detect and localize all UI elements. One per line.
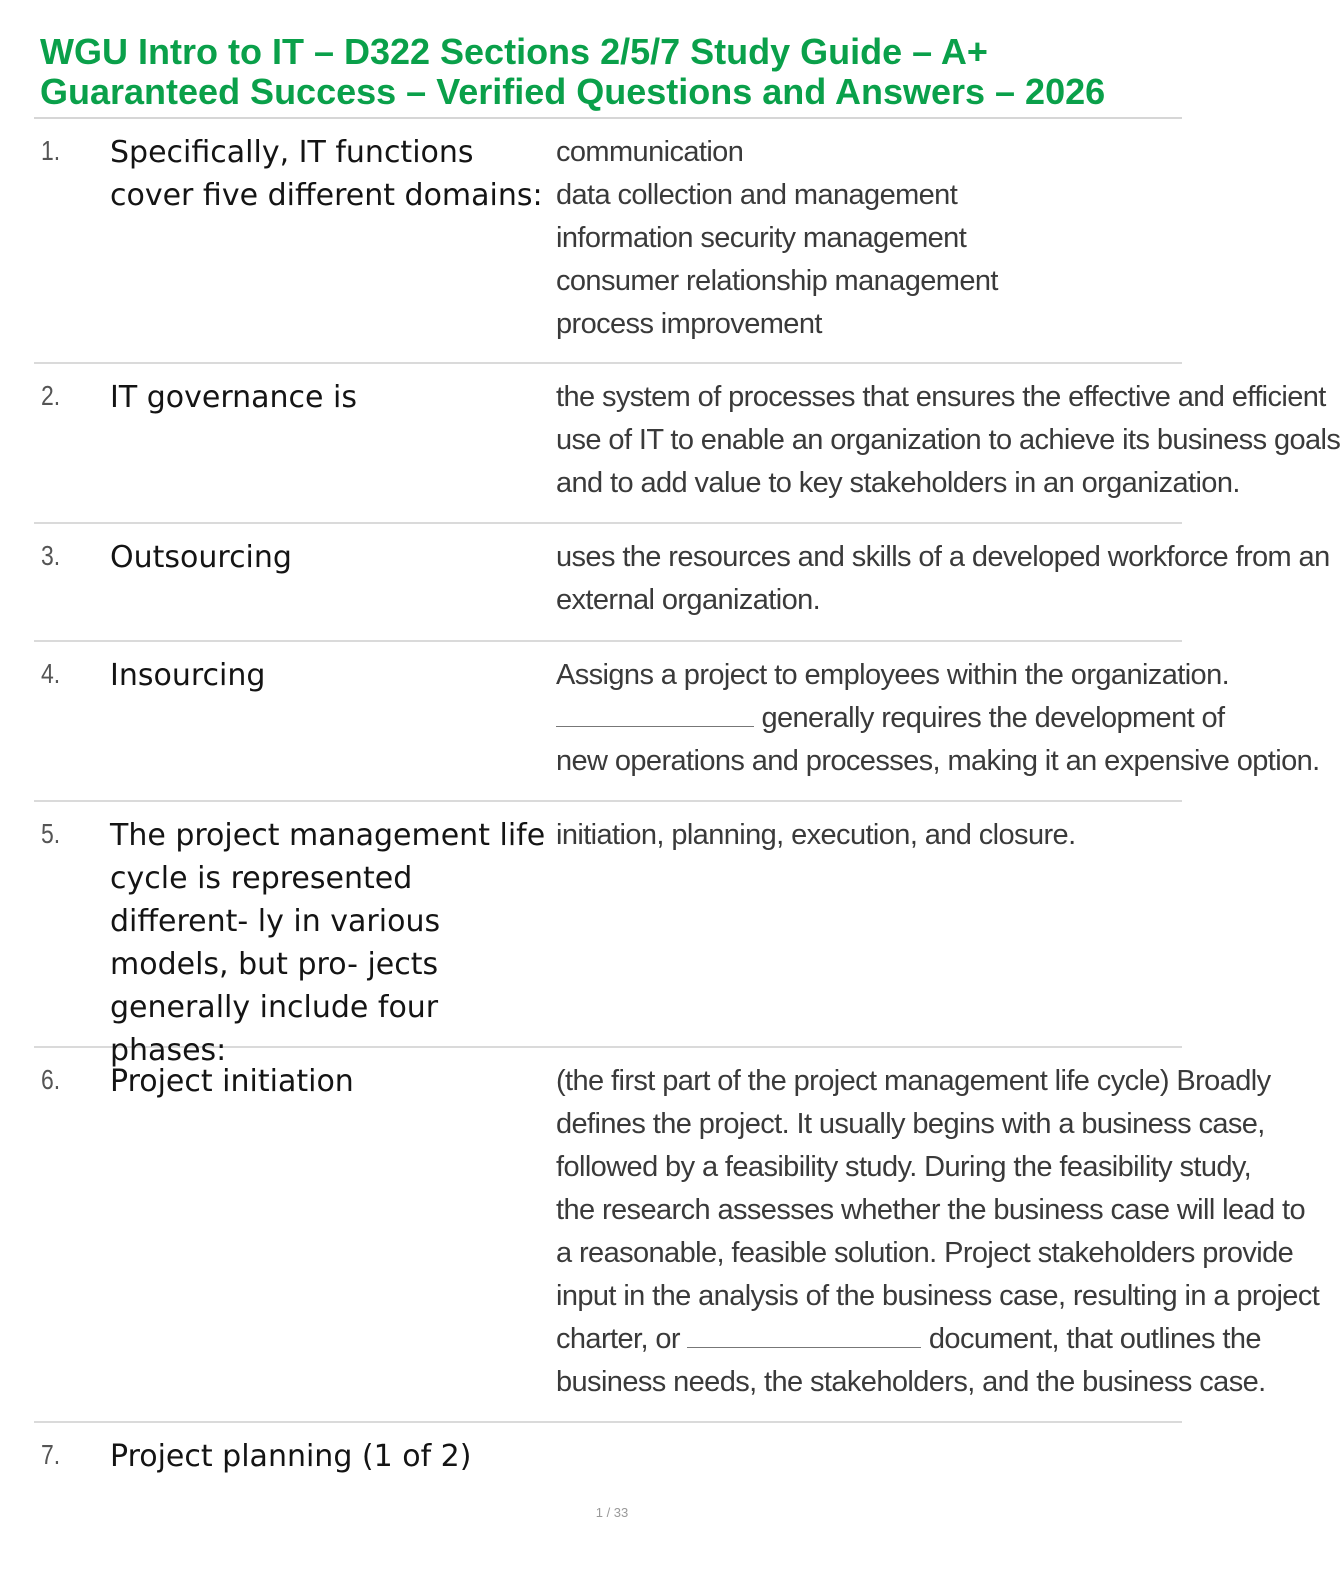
card-number: 6. (41, 1064, 61, 1095)
card-term: Specifically, IT functions cover five different domains: (110, 135, 543, 213)
flashcard (34, 802, 1182, 1068)
answer-line: Assigns a project to employees within the organization. (556, 659, 1230, 691)
card-answer (556, 376, 1340, 505)
answer-line: followed by a feasibility study. During the feasibility study, (556, 1151, 1252, 1183)
answer-line: business needs, the stakeholders, and the business case. (556, 1366, 1266, 1398)
card-number: 2. (41, 380, 61, 411)
card-number: 4. (41, 658, 61, 689)
answer-line: information security management (556, 222, 967, 254)
card-number: 5. (41, 818, 61, 849)
fill-in-blank (556, 698, 754, 727)
card-term: Insourcing (110, 658, 266, 693)
card-number: 7. (41, 1439, 61, 1470)
answer-line: defines the project. It usually begins with a business case, (556, 1108, 1265, 1140)
answer-line: input in the analysis of the business case, resulting in a project (556, 1280, 1320, 1312)
answer-line-with-blank (556, 697, 1225, 740)
fill-in-blank (687, 1319, 921, 1348)
answer-line: consumer relationship management (556, 265, 998, 297)
flashcard (34, 1048, 1320, 1423)
card-term: The project management life cycle is represented different- ly in various models, but pro- jects generally include four phases: (110, 818, 546, 1068)
card-answer (556, 536, 1330, 622)
card-answer (556, 1060, 1320, 1404)
flashcard (34, 524, 1330, 642)
answer-line: new operations and processes, making it an expensive option. (556, 745, 1320, 777)
answer-fragment: charter, or (556, 1323, 680, 1355)
flashcard (34, 119, 1182, 364)
card-term: IT governance is (110, 380, 357, 415)
answer-line: the system of processes that ensures the effective and efficient (556, 381, 1326, 413)
card-number: 1. (41, 135, 61, 166)
card-answer (556, 654, 1320, 783)
answer-line: data collection and management (556, 179, 958, 211)
answer-line: use of IT to enable an organization to achieve its business goals (556, 424, 1340, 456)
answer-fragment: generally requires the development of (761, 702, 1225, 734)
answer-line: external organization. (556, 584, 821, 616)
document-title: WGU Intro to IT – D322 Sections 2/5/7 Study Guide – A+ Guaranteed Success – Verified Questions and Answers – 2026 (40, 31, 1106, 112)
answer-line-with-blank (556, 1318, 1261, 1361)
flashcard (34, 1423, 1182, 1503)
answer-fragment: document, that outlines the (928, 1323, 1261, 1355)
card-answer (556, 814, 1168, 857)
answer-line: the research assesses whether the business case will lead to (556, 1194, 1306, 1226)
card-term: Project planning (1 of 2) (110, 1439, 472, 1474)
answer-line: communication (556, 136, 744, 168)
card-term: Outsourcing (110, 540, 292, 575)
flashcard (34, 364, 1340, 524)
answer-line: process improvement (556, 308, 822, 340)
card-answer (556, 131, 1168, 346)
answer-line: and to add value to key stakeholders in an organization. (556, 467, 1240, 499)
page-indicator: 1 / 33 (595, 1505, 629, 1520)
answer-line: (the first part of the project management life cycle) Broadly (556, 1065, 1271, 1097)
answer-line: initiation, planning, execution, and closure. (556, 819, 1076, 851)
answer-line: uses the resources and skills of a developed workforce from an (556, 541, 1330, 573)
answer-line: a reasonable, feasible solution. Project stakeholders provide (556, 1237, 1294, 1269)
card-term: Project initiation (110, 1064, 354, 1099)
flashcard-list (34, 119, 1340, 1503)
flashcard (34, 642, 1320, 802)
card-number: 3. (41, 540, 61, 571)
